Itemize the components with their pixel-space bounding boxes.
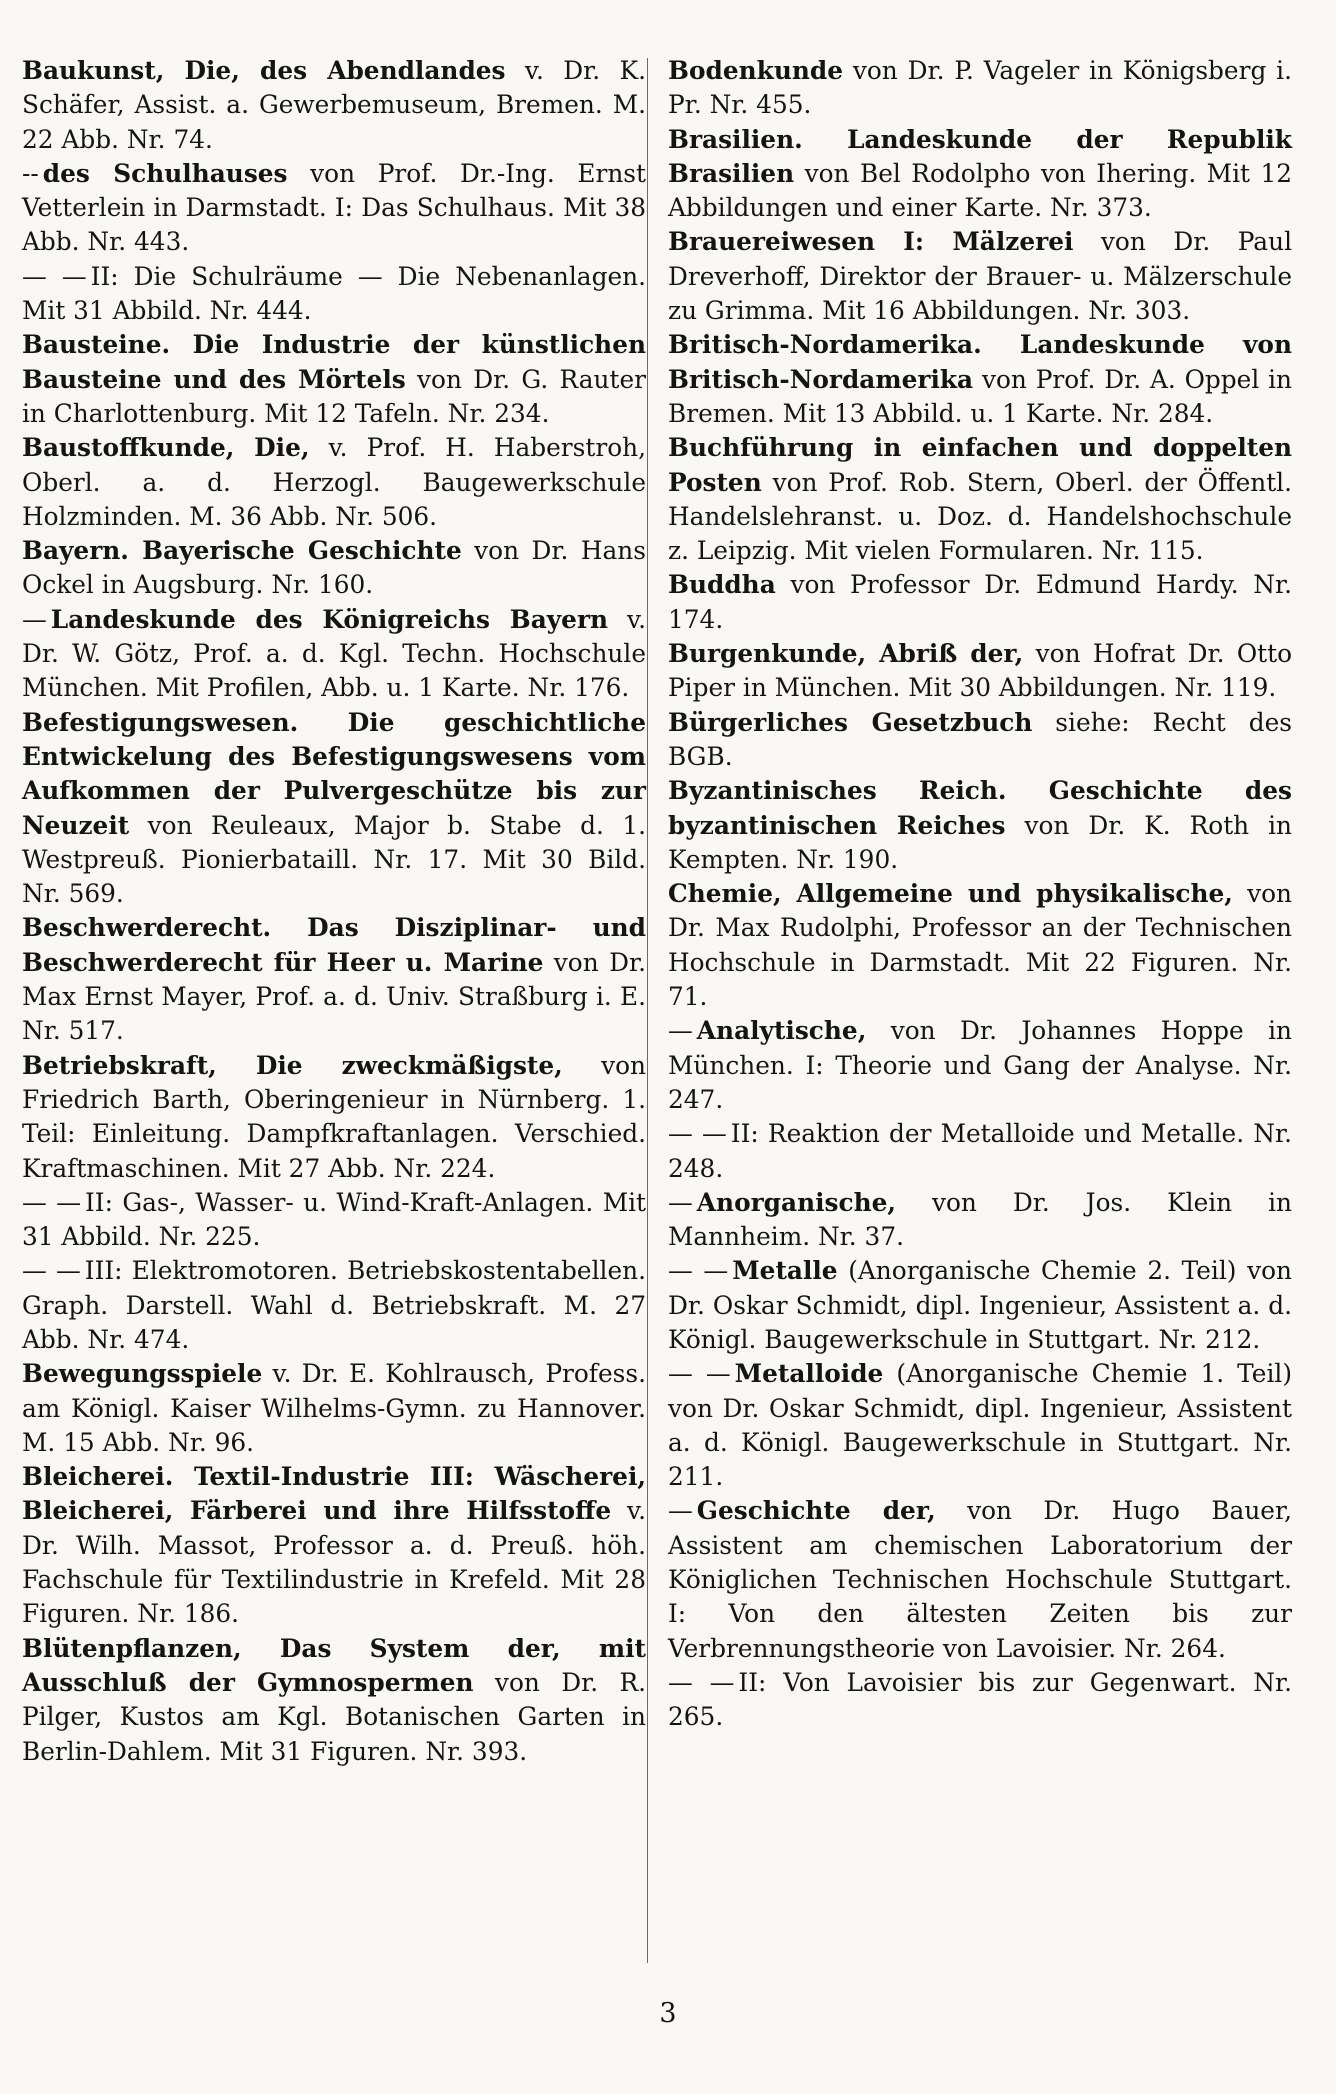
catalog-entry xyxy=(668,877,1292,1014)
entry-heading: Bürgerliches Gesetzbuch xyxy=(668,707,1033,737)
entry-text: von Dr. Hugo Bauer, Assistent am chemischen Laboratorium der Königlichen Technischen Hochschule Stuttgart. I: Von den ältesten Zeiten bis zur Verbrennungstheorie von Lavoisier. Nr. 264. xyxy=(668,1496,1292,1663)
entry-heading: Chemie, Allgemeine und physikalische, xyxy=(668,879,1233,909)
entry-text: siehe: Recht des BGB. xyxy=(668,707,1292,771)
entry-text: von Hofrat Dr. Otto Piper in München. Mit 30 Abbildungen. Nr. 119. xyxy=(668,639,1293,703)
entry-continuation-dash: — — xyxy=(22,1187,81,1217)
entry-continuation-dash: — — xyxy=(668,1256,729,1286)
catalog-entry xyxy=(668,637,1292,706)
entry-text: (Anorganische Chemie 2. Teil) von Dr. Oskar Schmidt, dipl. Ingenieur, Assistent a. d. Königl. Baugewerkschule in Stuttgart. Nr. 212. xyxy=(668,1256,1292,1354)
catalog-entry xyxy=(668,568,1292,637)
entry-continuation-dash: -- xyxy=(22,158,39,188)
catalog-entry xyxy=(22,1186,646,1255)
entry-text: von Dr. Max Rudolphi, Professor an der Technischen Hochschule in Darmstadt. Mit 22 Figuren. Nr. 71. xyxy=(668,879,1292,1012)
entry-heading: Blütenpflanzen, Das System der, mit Ausschluß der Gymnospermen xyxy=(22,1633,646,1697)
catalog-entry xyxy=(668,225,1292,328)
entry-text: (Anorganische Chemie 1. Teil) von Dr. Oskar Schmidt, dipl. Ingenieur, Assistent a. d. Königl. Baugewerkschule in Stuttgart. Nr. 211. xyxy=(668,1359,1292,1492)
catalog-entry xyxy=(22,431,646,534)
entry-heading: Beschwerderecht. Das Disziplinar- und Beschwerderecht für Heer u. Marine xyxy=(22,913,646,977)
entry-text: von Dr. P. Vageler in Königsberg i. Pr. Nr. 455. xyxy=(668,56,1292,120)
catalog-entry xyxy=(668,1117,1292,1186)
catalog-entry xyxy=(668,774,1292,877)
entry-text: von Prof. Rob. Stern, Oberl. der Öffentl. Handelslehranst. u. Doz. d. Handelshochschule z. Leipzig. Mit vielen Formularen. Nr. 115. xyxy=(668,467,1292,566)
entry-heading: Baustoffkunde, Die, xyxy=(22,433,310,463)
entry-heading: Buchführung in einfachen und doppelten Posten xyxy=(668,433,1292,497)
catalog-entry xyxy=(22,260,646,329)
catalog-entry xyxy=(22,706,646,912)
page-number: 3 xyxy=(659,1998,677,2029)
entry-continuation-dash: — — xyxy=(22,1256,81,1286)
catalog-entry xyxy=(668,1254,1292,1357)
entry-heading: Britisch-Nordamerika. Landeskunde von Britisch-Nordamerika xyxy=(668,330,1292,394)
catalog-entry xyxy=(668,431,1292,568)
entry-text: von Dr. R. Pilger, Kustos am Kgl. Botanischen Garten in Berlin-Dahlem. Mit 31 Figuren. Nr. 393. xyxy=(22,1667,647,1766)
entry-heading: des Schulhauses xyxy=(42,158,288,188)
entry-text: v. Prof. H. Haberstroh, Oberl. a. d. Herzogl. Baugewerkschule Holzminden. M. 36 Abb. Nr. 506. xyxy=(22,433,646,531)
entry-continuation-dash: — — xyxy=(668,1119,727,1149)
catalog-entry xyxy=(668,123,1292,226)
left-column xyxy=(22,54,646,1769)
entry-heading: Metalle xyxy=(732,1256,838,1286)
entry-text: II: Reaktion der Metalloide und Metalle. Nr. 248. xyxy=(668,1119,1292,1183)
entry-text: von Dr. Johannes Hoppe in München. I: Theorie und Gang der Analyse. Nr. 247. xyxy=(668,1016,1292,1114)
right-column xyxy=(668,54,1292,1735)
entry-heading: Bausteine. Die Industrie der künstlichen Bausteine und des Mörtels xyxy=(22,330,646,394)
catalog-entry xyxy=(668,1357,1292,1494)
entry-text: von Dr. K. Roth in Kempten. Nr. 190. xyxy=(668,810,1292,874)
column-divider xyxy=(647,58,648,1963)
entry-heading: Buddha xyxy=(668,570,776,600)
entry-text: von Friedrich Barth, Oberingenieur in Nürnberg. 1. Teil: Einleitung. Dampfkraftanlagen. Verschied. Kraftmaschinen. Mit 27 Abb. Nr. 224. xyxy=(22,1050,646,1183)
catalog-entry xyxy=(668,1666,1292,1735)
entry-heading: Byzantinisches Reich. Geschichte des byzantinischen Reiches xyxy=(668,776,1292,840)
catalog-entry xyxy=(22,1632,646,1769)
entry-heading: Betriebskraft, Die zweckmäßigste, xyxy=(22,1050,563,1080)
entry-heading: Geschichte der, xyxy=(696,1496,936,1526)
entry-heading: Bleicherei. Textil-Industrie III: Wäscherei, Bleicherei, Färberei und ihre Hilfsstoffe xyxy=(22,1462,646,1526)
entry-text: von Prof. Dr.-Ing. Ernst Vetterlein in Darmstadt. I: Das Schulhaus. Mit 38 Abb. Nr. 443. xyxy=(22,158,646,257)
entry-continuation-dash: — — xyxy=(668,1667,735,1697)
catalog-entry xyxy=(668,1186,1292,1255)
entry-text: II: Gas-, Wasser- u. Wind-Kraft-Anlagen. Mit 31 Abbild. Nr. 225. xyxy=(22,1187,646,1252)
entry-heading: Landeskunde des Königreichs Bayern xyxy=(50,604,609,634)
entry-text: von Professor Dr. Edmund Hardy. Nr. 174. xyxy=(668,570,1292,634)
entry-text: von Bel Rodolpho von Ihering. Mit 12 Abbildungen und einer Karte. Nr. 373. xyxy=(668,158,1292,223)
entry-heading: Burgenkunde, Abriß der, xyxy=(668,639,1024,669)
catalog-entry xyxy=(668,328,1292,431)
entry-heading: Metalloide xyxy=(734,1359,884,1389)
entry-text: von Dr. Hans Ockel in Augsburg. Nr. 160. xyxy=(22,536,646,600)
entry-text: von Reuleaux, Major b. Stabe d. 1. Westpreuß. Pionierbataill. Nr. 17. Mit 30 Bild. Nr. 569. xyxy=(22,810,646,909)
entry-text: II: Die Schulräume — Die Nebenanlagen. Mit 31 Abbild. Nr. 444. xyxy=(22,261,646,326)
catalog-entry xyxy=(22,911,646,1048)
entry-text: III: Elektromotoren. Betriebskostentabellen. Graph. Darstell. Wahl d. Betriebskraft. M. 27 Abb. Nr. 474. xyxy=(22,1256,646,1354)
entry-continuation-dash: — xyxy=(668,1496,693,1526)
entry-heading: Brauereiwesen I: Mälzerei xyxy=(668,227,1074,257)
catalog-entry xyxy=(668,706,1292,775)
catalog-entry xyxy=(668,54,1292,123)
catalog-entry xyxy=(22,157,646,260)
entry-heading: Bayern. Bayerische Geschichte xyxy=(22,536,462,566)
catalog-entry xyxy=(22,1357,646,1460)
entry-heading: Anorganische, xyxy=(696,1187,897,1217)
entry-text: v. Dr. W. Götz, Prof. a. d. Kgl. Techn. Hochschule München. Mit Profilen, Abb. u. 1 Karte. Nr. 176. xyxy=(22,604,646,703)
entry-heading: Bewegungsspiele xyxy=(22,1359,263,1389)
entry-text: v. Dr. Wilh. Massot, Professor a. d. Preuß. höh. Fachschule für Textilindustrie in Krefeld. Mit 28 Figuren. Nr. 186. xyxy=(22,1496,646,1629)
catalog-entry xyxy=(22,534,646,603)
entry-heading: Analytische, xyxy=(696,1016,867,1046)
entry-text: II: Von Lavoisier bis zur Gegenwart. Nr. 265. xyxy=(668,1667,1292,1732)
entry-text: v. Dr. E. Kohlrausch, Profess. am Königl. Kaiser Wilhelms-Gymn. zu Hannover. M. 15 Abb. Nr. 96. xyxy=(22,1359,646,1457)
catalog-entry xyxy=(22,603,646,706)
catalog-entry xyxy=(22,328,646,431)
catalog-entry xyxy=(22,54,646,157)
entry-text: von Dr. Max Ernst Mayer, Prof. a. d. Univ. Straßburg i. E. Nr. 517. xyxy=(22,947,646,1046)
entry-continuation-dash: — — xyxy=(22,261,87,291)
entry-heading: Brasilien. Landeskunde der Republik Brasilien xyxy=(668,124,1292,188)
entry-continuation-dash: — xyxy=(668,1187,693,1217)
entry-text: von Prof. Dr. A. Oppel in Bremen. Mit 13 Abbild. u. 1 Karte. Nr. 284. xyxy=(668,364,1292,428)
entry-continuation-dash: — xyxy=(22,604,47,634)
entry-heading: Baukunst, Die, des Abendlandes xyxy=(22,56,506,85)
entry-heading: Befestigungswesen. Die geschichtliche Entwickelung des Befestigungswesens vom Aufkommen der Pulvergeschütze bis zur Neuzeit xyxy=(22,707,646,840)
catalog-entry xyxy=(22,1049,646,1186)
entry-heading: Bodenkunde xyxy=(668,56,843,85)
catalog-entry xyxy=(22,1254,646,1357)
catalog-entry xyxy=(22,1460,646,1631)
catalog-entry xyxy=(668,1494,1292,1665)
entry-text: v. Dr. K. Schäfer, Assist. a. Gewerbemuseum, Bremen. M. 22 Abb. Nr. 74. xyxy=(22,56,646,154)
entry-text: von Dr. G. Rauter in Charlottenburg. Mit 12 Tafeln. Nr. 234. xyxy=(22,364,646,428)
entry-continuation-dash: — xyxy=(668,1016,693,1046)
entry-text: von Dr. Jos. Klein in Mannheim. Nr. 37. xyxy=(668,1187,1292,1252)
entry-continuation-dash: — — xyxy=(668,1359,731,1389)
entry-text: von Dr. Paul Dreverhoff, Direktor der Brauer- u. Mälzerschule zu Grimma. Mit 16 Abbildungen. Nr. 303. xyxy=(668,227,1292,326)
catalog-entry xyxy=(668,1014,1292,1117)
